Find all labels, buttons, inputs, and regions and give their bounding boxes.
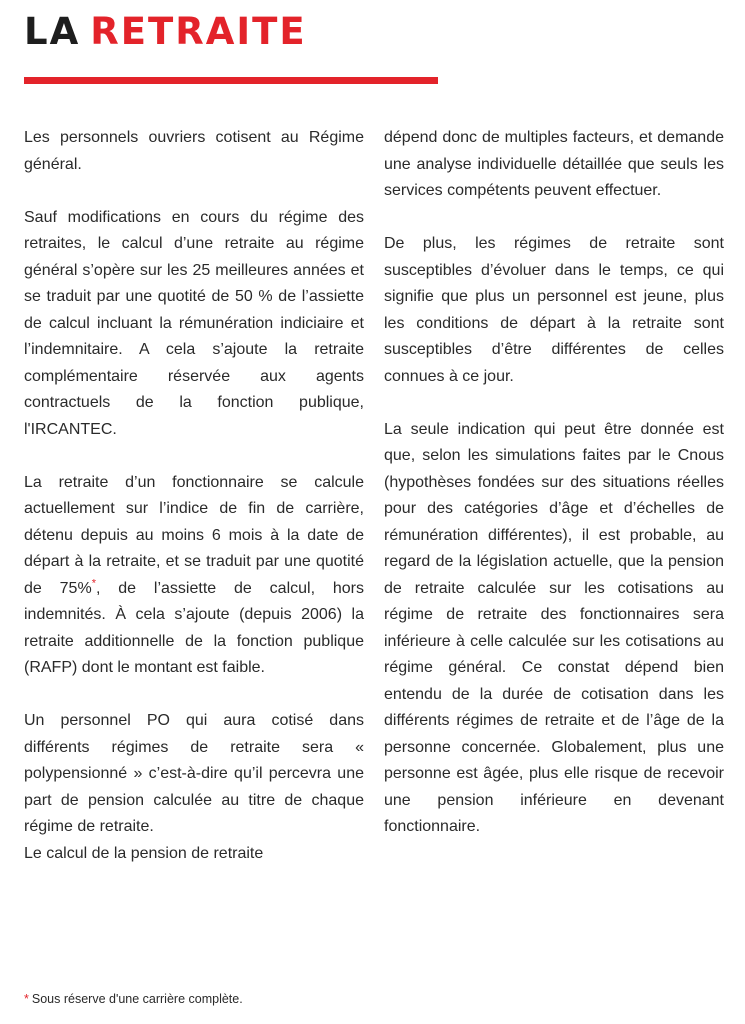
paragraph-retraite-fonctionnaire-text: La retraite d’un fonctionnaire se calcule actuellement sur l’indice de fin de carrière, détenu depuis au moins 6 mois à la date de départ à la retraite, et se traduit par une quotité de 75%: [24, 473, 364, 597]
paragraph-evolution-regimes: De plus, les régimes de retraite sont susceptibles d’évoluer dans le temps, ce qui signifie que plus un personnel est jeune, plus les conditions de départ à la retraite sont susceptibles d’être différentes de celles connues à ce jour.: [384, 235, 724, 385]
left-column: [24, 125, 364, 867]
paragraph-calcul-pension: Le calcul de la pension de retraite: [24, 844, 264, 862]
paragraph-regime-general: Les personnels ouvriers cotisent au Régime général.: [24, 129, 364, 173]
page-title: [24, 6, 307, 58]
paragraph-multiples-facteurs: dépend donc de multiples facteurs, et demande une analyse individuelle détaillée que seuls les services compétents peuvent effectuer.: [384, 129, 724, 199]
paragraph-polypensionne: Un personnel PO qui aura cotisé dans différents régimes de retraite sera « polypensionné » c’est-à-dire qu’il percevra une part de pension calculée au titre de chaque régime de retraite.: [24, 712, 364, 835]
footnote-marker: *: [91, 577, 96, 590]
paragraph-calcul-regime-general: Sauf modifications en cours du régime des retraites, le calcul d’une retraite au régime général s’opère sur les 25 meilleures années et se traduit par une quotité de 50 % de l’assiette de calcul incluant la rémunération indiciaire et l’indemnitaire. A cela s’ajoute la retraite complémentaire réservée aux agents contractuels de la fonction publique, l'IRCANTEC.: [24, 208, 364, 438]
title-underline-rule: [24, 77, 438, 84]
paragraph-retraite-fonctionnaire-rest: , de l’assiette de calcul, hors indemnités. À cela s’ajoute (depuis 2006) la retraite additionnelle de la fonction publique (RAFP) dont le montant est faible.: [24, 579, 365, 676]
right-column: [384, 125, 724, 841]
footnote-text: Sous réserve d'une carrière complète.: [31, 992, 243, 1006]
title-part-la: LA: [24, 10, 81, 53]
paragraph-seule-indication: La seule indication qui peut être donnée est que, selon les simulations faites par le Cnous (hypothèses fondées sur des situations réelles pour des catégories d’âge et d’échelles de rémunération différentes), il est probable, au regard de la législation actuelle, que la pension de retraite calculée sur les cotisations au régime de retraite des fonctionnaires sera inférieure à celle calculée sur les cotisations au régime général. Ce constat dépend bien entendu de la durée de cotisation dans les différents régimes de retraite et de l’âge de la personne concernée. Globalement, plus une personne est âgée, plus elle risque de recevoir une pension inférieure en devenant fonctionnaire.: [384, 420, 724, 835]
footnote-star: *: [24, 992, 29, 1006]
title-part-retraite: RETRAITE: [90, 10, 307, 53]
footnote: [24, 992, 243, 1006]
paragraph-retraite-fonctionnaire: [24, 470, 364, 682]
